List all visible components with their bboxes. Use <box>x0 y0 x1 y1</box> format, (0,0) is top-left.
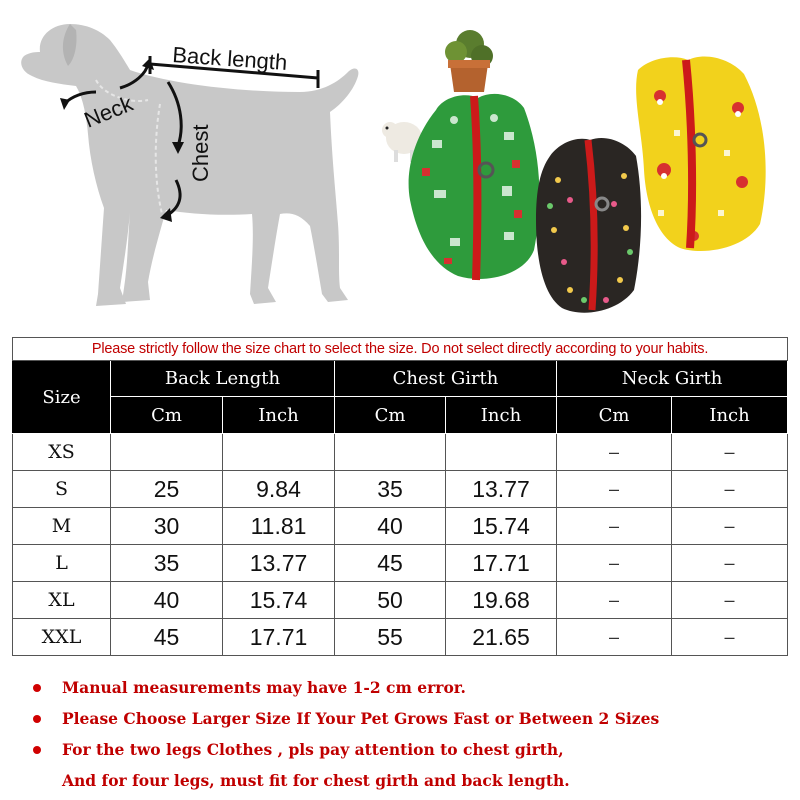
back-inch-cell <box>223 434 335 471</box>
size-header: Size <box>13 361 111 434</box>
bullet-dot-icon <box>33 684 41 692</box>
back-inch-cell: 17.71 <box>223 619 335 656</box>
chest-inch-cell: 13.77 <box>446 471 557 508</box>
chest-inch-cell: 21.65 <box>446 619 557 656</box>
black-vest <box>536 138 641 313</box>
chest-cm-cell: 55 <box>335 619 446 656</box>
back-cm-cell <box>111 434 223 471</box>
note-text: For the two legs Clothes , pls pay attention to chest girth, <box>62 740 564 759</box>
back-cm-cell: 35 <box>111 545 223 582</box>
size-cell: S <box>13 471 111 508</box>
back-cm-cell: 30 <box>111 508 223 545</box>
chest-inch-cell: 19.68 <box>446 582 557 619</box>
back-length-label: Back length <box>171 42 289 76</box>
neck-cm-cell: – <box>557 582 672 619</box>
bullet-dot-icon <box>33 746 41 754</box>
chest-cm-cell: 45 <box>335 545 446 582</box>
chest-cm-cell: 40 <box>335 508 446 545</box>
neck-girth-header: Neck Girth <box>557 361 788 397</box>
table-row <box>13 545 788 582</box>
chest-label: Chest <box>188 124 213 182</box>
chest-inch-cell <box>446 434 557 471</box>
chest-cm-cell: 50 <box>335 582 446 619</box>
note-item <box>30 672 790 703</box>
note-text: And for four legs, must fit for chest girth and back length. <box>62 771 570 790</box>
neck-label: Neck <box>80 90 137 133</box>
bullet-dot-icon <box>33 715 41 723</box>
neck-cm-cell: – <box>557 545 672 582</box>
yellow-vest <box>636 56 766 251</box>
chest-inch-cell: 17.71 <box>446 545 557 582</box>
table-row <box>13 508 788 545</box>
note-item <box>30 734 790 765</box>
neck-inch-cell: – <box>672 545 788 582</box>
unit-header: Cm <box>335 397 446 434</box>
size-cell: XXL <box>13 619 111 656</box>
back-length-header: Back Length <box>111 361 335 397</box>
chest-cm-cell <box>335 434 446 471</box>
unit-header: Cm <box>111 397 223 434</box>
potted-plant <box>445 30 493 92</box>
size-chart-table <box>12 337 788 656</box>
neck-inch-cell: – <box>672 434 788 471</box>
note-text: Please Choose Larger Size If Your Pet Grows Fast or Between 2 Sizes <box>62 709 660 728</box>
size-cell: M <box>13 508 111 545</box>
size-cell: L <box>13 545 111 582</box>
back-cm-cell: 25 <box>111 471 223 508</box>
unit-header: Inch <box>223 397 335 434</box>
back-inch-cell: 13.77 <box>223 545 335 582</box>
back-cm-cell: 40 <box>111 582 223 619</box>
neck-cm-cell: – <box>557 434 672 471</box>
chest-cm-cell: 35 <box>335 471 446 508</box>
neck-inch-cell: – <box>672 471 788 508</box>
back-inch-cell: 15.74 <box>223 582 335 619</box>
table-row <box>13 619 788 656</box>
chest-inch-cell: 15.74 <box>446 508 557 545</box>
note-item <box>30 703 790 734</box>
notes-list <box>30 672 790 796</box>
table-row <box>13 471 788 508</box>
back-inch-cell: 11.81 <box>223 508 335 545</box>
chest-girth-header: Chest Girth <box>335 361 557 397</box>
size-cell: XL <box>13 582 111 619</box>
back-length-marker <box>150 42 318 88</box>
neck-cm-cell: – <box>557 471 672 508</box>
size-notice: Please strictly follow the size chart to select the size. Do not select directly according to your habits. <box>13 338 788 361</box>
note-item-continued <box>30 765 790 796</box>
green-vest <box>409 94 540 280</box>
dog-measurement-diagram <box>0 0 372 330</box>
table-row <box>13 582 788 619</box>
neck-inch-cell: – <box>672 582 788 619</box>
neck-cm-cell: – <box>557 619 672 656</box>
neck-inch-cell: – <box>672 619 788 656</box>
unit-header: Inch <box>446 397 557 434</box>
note-text: Manual measurements may have 1-2 cm error. <box>62 678 466 697</box>
unit-header: Cm <box>557 397 672 434</box>
back-cm-cell: 45 <box>111 619 223 656</box>
neck-cm-cell: – <box>557 508 672 545</box>
back-inch-cell: 9.84 <box>223 471 335 508</box>
table-row <box>13 434 788 471</box>
product-photo <box>374 0 800 330</box>
neck-inch-cell: – <box>672 508 788 545</box>
unit-header: Inch <box>672 397 788 434</box>
size-cell: XS <box>13 434 111 471</box>
